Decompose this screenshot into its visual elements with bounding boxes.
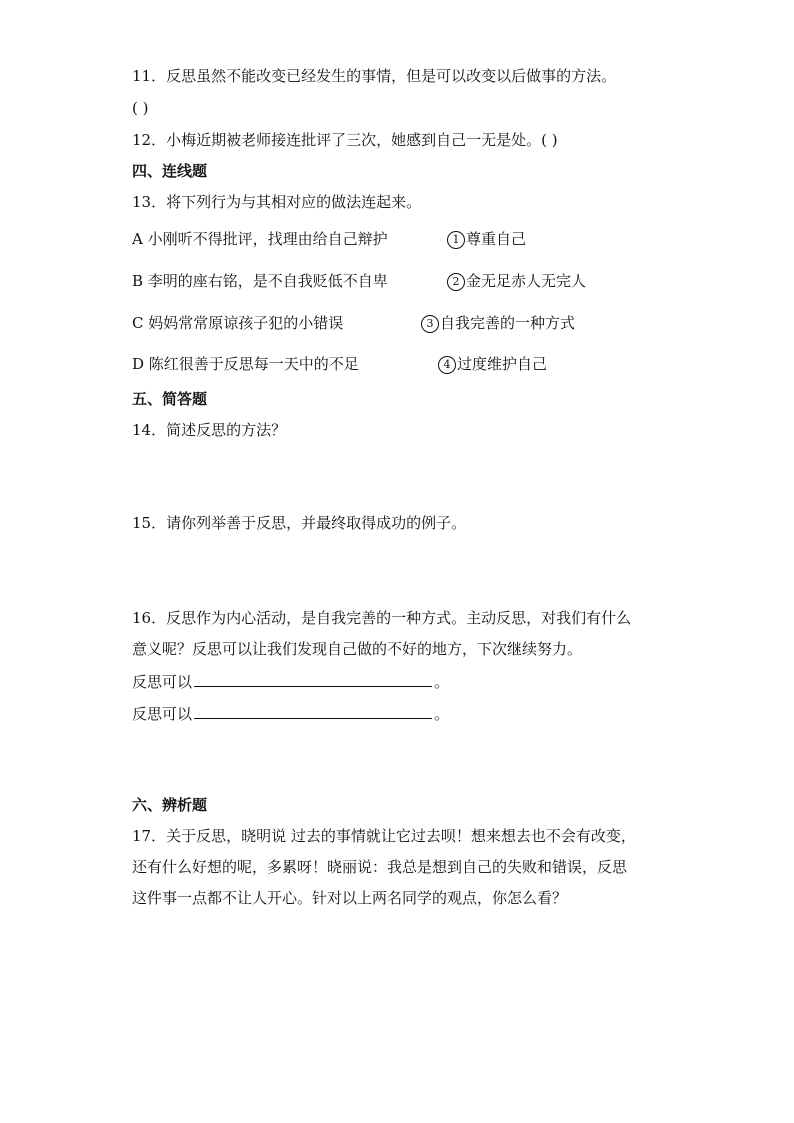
match-left-d: D 陈红很善于反思每一天中的不足 — [132, 355, 359, 373]
match-left-a: A 小刚听不得批评，找理由给自己辩护 — [132, 230, 388, 248]
question-15: 15．请你列举善于反思，并最终取得成功的例子。 — [132, 514, 467, 532]
circled-number: 3 — [421, 315, 439, 333]
match-right-1 — [447, 229, 526, 249]
answer-paren-11: ( ) — [132, 99, 149, 117]
match-left-c: C 妈妈常常原谅孩子犯的小错误 — [132, 314, 344, 332]
match-left-b: B 李明的座右铭，是不自我贬低不自卑 — [132, 272, 388, 290]
fill-suffix: 。 — [434, 705, 450, 723]
section-heading-matching: 四、连线题 — [132, 162, 208, 180]
question-12: 12．小梅近期被老师接连批评了三次，她感到自己一无是处。( ) — [132, 131, 558, 149]
match-right-label: 尊重自己 — [466, 230, 527, 248]
match-right-3 — [421, 313, 575, 333]
fill-suffix: 。 — [434, 673, 450, 691]
section-heading-short-answer: 五、简答题 — [132, 390, 208, 408]
fill-blank-2 — [132, 703, 449, 724]
fill-blank-1 — [132, 671, 449, 692]
question-14: 14．简述反思的方法？ — [132, 421, 287, 439]
match-right-label: 过度维护自己 — [457, 355, 548, 373]
section-heading-analysis: 六、辨析题 — [132, 796, 208, 814]
question-16-line-2: 意义呢？反思可以让我们发现自己做的不好的地方，下次继续努力。 — [132, 640, 583, 658]
fill-prefix: 反思可以 — [132, 673, 193, 691]
answer-blank[interactable] — [194, 671, 432, 687]
circled-number: 2 — [447, 273, 465, 291]
question-13: 13．将下列行为与其相对应的做法连起来。 — [132, 193, 422, 211]
match-right-label: 自我完善的一种方式 — [440, 314, 576, 332]
answer-blank[interactable] — [194, 703, 432, 719]
circled-number: 1 — [447, 231, 465, 249]
circled-number: 4 — [438, 356, 456, 374]
fill-prefix: 反思可以 — [132, 705, 193, 723]
match-right-label: 金无足赤人无完人 — [466, 272, 587, 290]
match-right-2 — [447, 271, 586, 291]
question-11: 11．反思虽然不能改变已经发生的事情，但是可以改变以后做事的方法。 — [132, 67, 617, 85]
question-16-line-1: 16．反思作为内心活动，是自我完善的一种方式。主动反思，对我们有什么 — [132, 609, 632, 627]
question-17-line-3: 这件事一点都不让人开心。针对以上两名同学的观点，你怎么看？ — [132, 889, 568, 907]
question-17-line-2: 还有什么好想的呢，多累呀！晓丽说：我总是想到自己的失败和错误，反思 — [132, 858, 628, 876]
question-17-line-1: 17．关于反思，晓明说 过去的事情就让它过去呗！想来想去也不会有改变， — [132, 827, 636, 845]
match-right-4 — [438, 354, 547, 374]
